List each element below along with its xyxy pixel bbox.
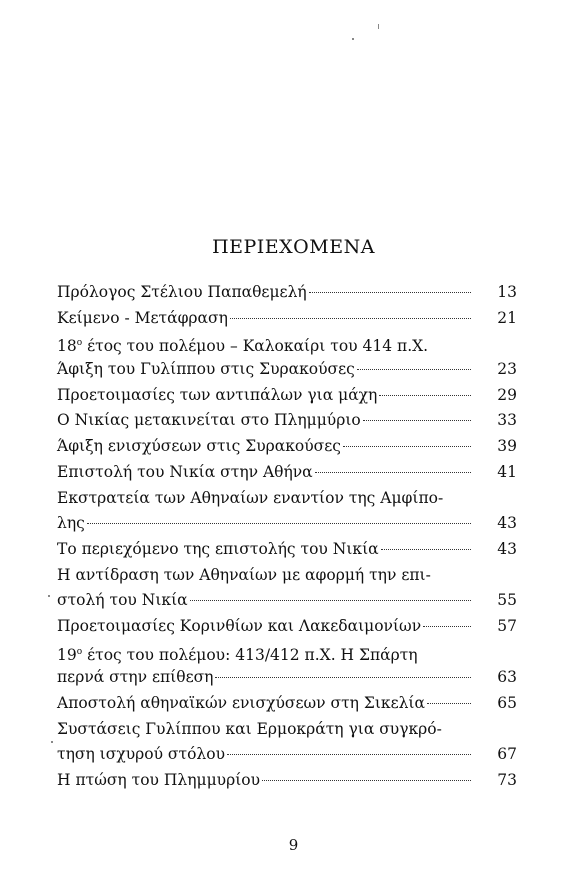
- toc-entry-page: 13: [497, 283, 517, 301]
- toc-entry: [57, 306, 517, 332]
- toc-entry-page: 21: [497, 308, 517, 327]
- toc-entry-title: Αποστολή αθηναϊκών ενισχύσεων στη Σικελία: [57, 694, 425, 712]
- toc-entry-title: Προετοιμασίες Κορινθίων και Λακεδαιμονίων: [57, 616, 422, 635]
- toc-entry-title: Άφιξη ενισχύσεων στις Συρακούσες: [57, 437, 341, 456]
- toc-entry-page: 33: [497, 411, 517, 430]
- toc-entry: [57, 434, 517, 460]
- toc-entry-page: 57: [497, 616, 517, 635]
- toc-entry-title: Το περιεχόμενο της επιστολής του Νικία: [57, 539, 379, 558]
- toc-entry-page: 23: [497, 360, 517, 379]
- dot-leader: [227, 754, 471, 755]
- toc-entry-page: 67: [497, 745, 517, 764]
- scan-speck: [352, 38, 354, 40]
- toc-entry: [57, 691, 517, 717]
- dot-leader: [230, 318, 471, 319]
- toc-entry: [57, 563, 517, 614]
- toc-entry-title: Συστάσεις Γυλίππου και Ερμοκράτη για συγκρό-: [57, 719, 442, 738]
- toc-entry-title: Κείμενο - Μετάφραση: [57, 308, 228, 327]
- toc-entry: [57, 768, 517, 794]
- toc-entry-title: λης: [57, 514, 85, 533]
- toc-entry-title: Επιστολή του Νικία στην Αθήνα: [57, 462, 313, 481]
- dot-leader: [423, 626, 471, 627]
- toc-entry-title: Πρόλογος Στέλιου Παπαθεμελή: [57, 283, 307, 301]
- toc-entry-title: $19^o$ έτος του πολέμου: 413/412 π.Χ. Η Σπάρτη: [57, 645, 418, 664]
- toc-entry: [57, 460, 517, 486]
- toc-entry-page: 41: [497, 462, 517, 481]
- dot-leader: [309, 292, 471, 293]
- toc-entry: [57, 408, 517, 434]
- toc-entry: [57, 717, 517, 768]
- toc-entry-page: 63: [497, 668, 517, 687]
- dot-leader: [427, 703, 471, 704]
- scan-speck: [378, 24, 379, 29]
- toc-entry-page: 39: [497, 437, 517, 456]
- dot-leader: [379, 395, 471, 396]
- toc-entry: [57, 640, 517, 691]
- dot-leader: [363, 420, 471, 421]
- toc-entry-title: στολή του Νικία: [57, 591, 188, 610]
- toc-entry: [57, 383, 517, 409]
- table-of-contents: [57, 280, 517, 794]
- toc-entry-title: Η πτώση του Πλημμυρίου: [57, 771, 261, 790]
- toc-entry-page: 73: [497, 771, 517, 790]
- dot-leader: [87, 523, 471, 524]
- page-number: 9: [288, 836, 299, 854]
- toc-entry-page: 43: [497, 514, 517, 533]
- dot-leader: [315, 472, 471, 473]
- toc-entry-title: $18^o$ έτος του πολέμου – Καλοκαίρι του 414 π.Χ.: [57, 337, 429, 356]
- toc-entry-title: Προετοιμασίες των αντιπάλων για μάχη: [57, 385, 378, 404]
- page-title: ΠΕΡΙΕΧΟΜΕΝΑ: [212, 236, 375, 258]
- toc-entry-title: Εκστρατεία των Αθηναίων εναντίον της Αμφίπο-: [57, 488, 444, 507]
- toc-entry-page: 55: [497, 591, 517, 610]
- dot-leader: [357, 369, 471, 370]
- toc-entry: [57, 331, 517, 357]
- toc-entry: [57, 357, 517, 383]
- toc-entry-title: Άφιξη του Γυλίππου στις Συρακούσες: [57, 360, 355, 379]
- toc-entry-title: Η αντίδραση των Αθηναίων με αφορμή την επι-: [57, 565, 431, 584]
- toc-entry-page: 29: [497, 385, 517, 404]
- toc-entry: [57, 537, 517, 563]
- dot-leader: [381, 549, 471, 550]
- toc-entry-title: περνά στην επίθεση: [57, 668, 214, 687]
- scan-speck: [51, 741, 53, 743]
- toc-entry: [57, 280, 517, 306]
- toc-entry-title: τηση ισχυρού στόλου: [57, 745, 225, 764]
- toc-entry: [57, 614, 517, 640]
- scan-speck: [48, 595, 50, 597]
- toc-entry-page: 65: [497, 694, 517, 712]
- toc-entry-page: 43: [497, 539, 517, 558]
- dot-leader: [343, 446, 471, 447]
- dot-leader: [215, 677, 471, 678]
- dot-leader: [262, 780, 471, 781]
- toc-entry-title: Ο Νικίας μετακινείται στο Πλημμύριο: [57, 411, 361, 430]
- toc-entry: [57, 486, 517, 537]
- dot-leader: [190, 600, 471, 601]
